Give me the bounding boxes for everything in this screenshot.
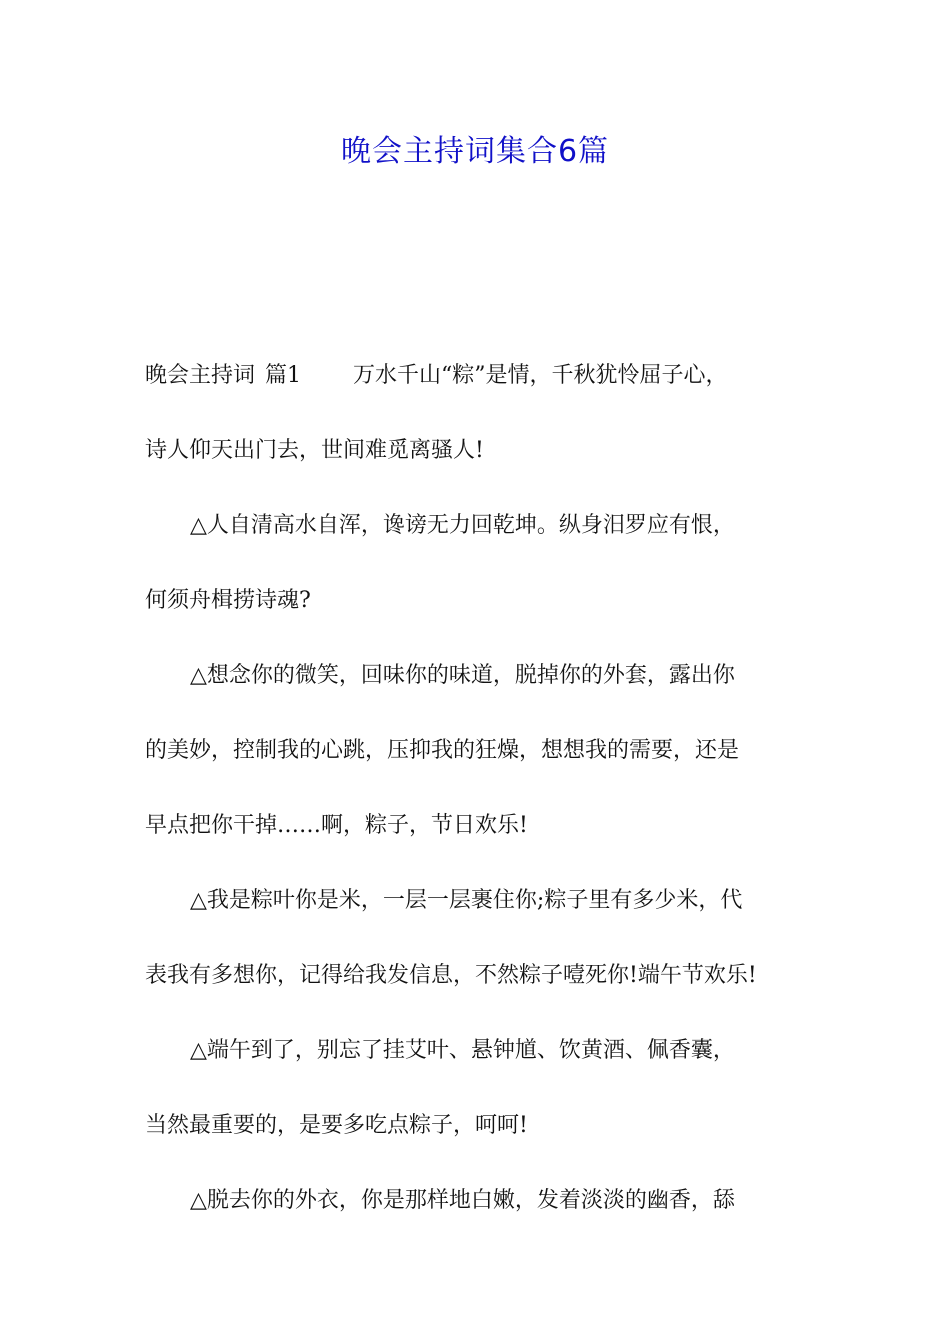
document-title: 晚会主持词集合6篇 (340, 134, 610, 169)
paragraph-line-1 (145, 338, 810, 413)
paragraph-line-2: 诗人仰天出门去，世间难觅离骚人! (145, 438, 484, 463)
paragraph-line-7: 早点把你干掉……啊，粽子，节日欢乐! (145, 813, 528, 838)
paragraph-line-12: △脱去你的外衣，你是那样地白嫩，发着淡淡的幽香，舔 (190, 1188, 735, 1213)
paragraph-line-6: 的美妙，控制我的心跳，压抑我的狂燥，想想我的需要，还是 (145, 738, 740, 763)
paragraph-line-8: △我是粽叶你是米，一层一层裹住你;粽子里有多少米，代 (190, 888, 743, 913)
paragraph-line-4: 何须舟楫捞诗魂? (145, 588, 311, 613)
document-body (145, 338, 810, 1238)
paragraph-line-10: △端午到了，别忘了挂艾叶、悬钟馗、饮黄酒、佩香囊， (190, 1038, 735, 1063)
paragraph-line-3: △人自清高水自浑，谗谤无力回乾坤。纵身汨罗应有恨， (190, 513, 735, 538)
section-heading-number: 篇1 (265, 363, 302, 388)
paragraph-line-9: 表我有多想你，记得给我发信息，不然粽子噎死你!端午节欢乐! (145, 963, 757, 988)
section-heading-label: 晚会主持词 (145, 363, 256, 388)
paragraph-text: 万水千山“粽”是情，千秋犹怜屈子心， (353, 363, 728, 388)
paragraph-line-11: 当然最重要的，是要多吃点粽子，呵呵! (145, 1113, 528, 1138)
paragraph-line-5: △想念你的微笑，回味你的味道，脱掉你的外套，露出你 (190, 663, 735, 688)
